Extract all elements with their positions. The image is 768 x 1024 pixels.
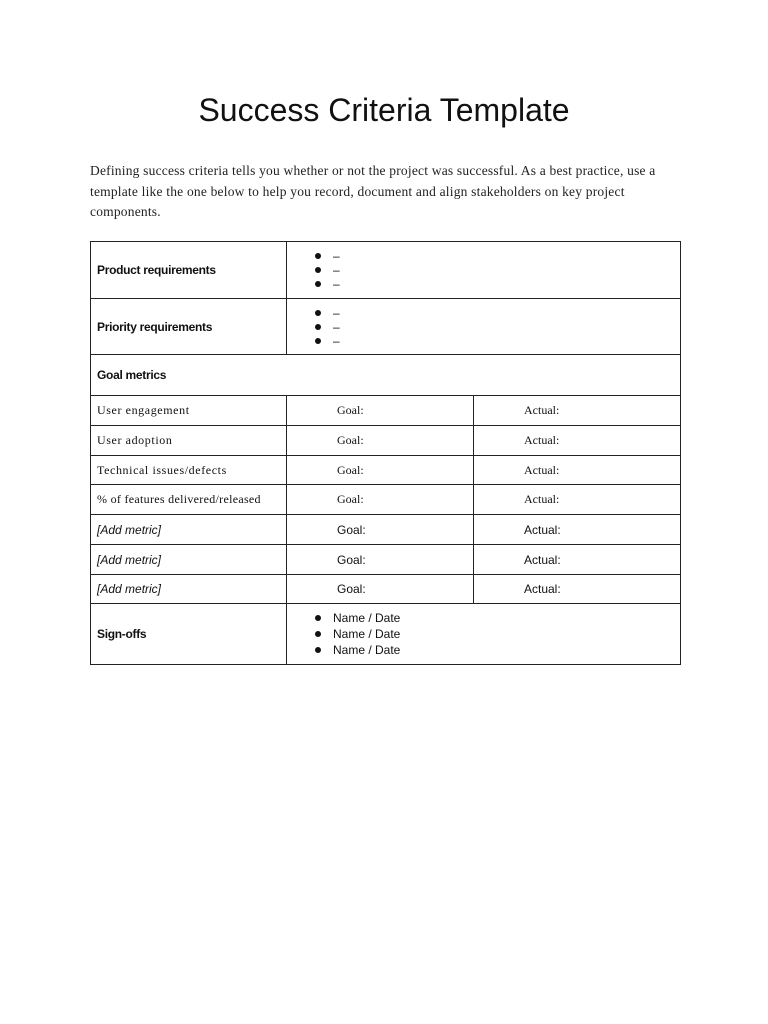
list-item: – [315,320,674,334]
table-row [91,396,681,426]
goal-cell[interactable]: Goal: [287,485,474,515]
signoffs-cell[interactable] [287,604,681,665]
success-criteria-table [90,241,681,665]
list-item: – [315,263,674,277]
page-title: Success Criteria Template [198,92,570,128]
table-row [91,545,681,575]
actual-cell[interactable]: Actual: [474,456,681,485]
goal-cell[interactable]: Goal: [287,515,474,545]
actual-cell[interactable]: Actual: [474,396,681,426]
priority-requirements-label: Priority requirements [91,299,287,355]
metric-label[interactable]: [Add metric] [91,545,287,575]
priority-requirements-list [293,306,674,348]
list-item: – [315,306,674,320]
signoffs-label: Sign-offs [91,604,287,665]
metric-label[interactable]: [Add metric] [91,575,287,604]
priority-requirements-cell[interactable] [287,299,681,355]
intro-paragraph: Defining success criteria tells you whether or not the project was successful. As a best practice, use a template like the one below to help you record, document and align stakeholders on key project components. [90,163,656,219]
table-row [91,426,681,456]
goal-cell[interactable]: Goal: [287,426,474,456]
list-item: Name / Date [315,626,674,642]
actual-cell[interactable]: Actual: [474,575,681,604]
table-row [91,515,681,545]
actual-cell[interactable]: Actual: [474,515,681,545]
goal-cell[interactable]: Goal: [287,545,474,575]
goal-cell[interactable]: Goal: [287,396,474,426]
signoffs-list [293,610,674,658]
goal-cell[interactable]: Goal: [287,575,474,604]
product-requirements-row [91,242,681,299]
list-item: Name / Date [315,642,674,658]
actual-cell[interactable]: Actual: [474,426,681,456]
metric-label: User adoption [91,426,287,456]
list-item: – [315,249,674,263]
list-item: – [315,277,674,291]
metric-label: User engagement [91,396,287,426]
product-requirements-list [293,249,674,291]
list-item: Name / Date [315,610,674,626]
goal-metrics-header: Goal metrics [91,355,681,396]
product-requirements-label: Product requirements [91,242,287,299]
list-item: – [315,334,674,348]
product-requirements-cell[interactable] [287,242,681,299]
metric-label[interactable]: [Add metric] [91,515,287,545]
actual-cell[interactable]: Actual: [474,485,681,515]
goal-metrics-header-row [91,355,681,396]
metric-label: % of features delivered/released [91,485,287,515]
actual-cell[interactable]: Actual: [474,545,681,575]
metric-label: Technical issues/defects [91,456,287,485]
table-row [91,485,681,515]
table-row [91,456,681,485]
signoffs-row [91,604,681,665]
priority-requirements-row [91,299,681,355]
goal-cell[interactable]: Goal: [287,456,474,485]
table-row [91,575,681,604]
